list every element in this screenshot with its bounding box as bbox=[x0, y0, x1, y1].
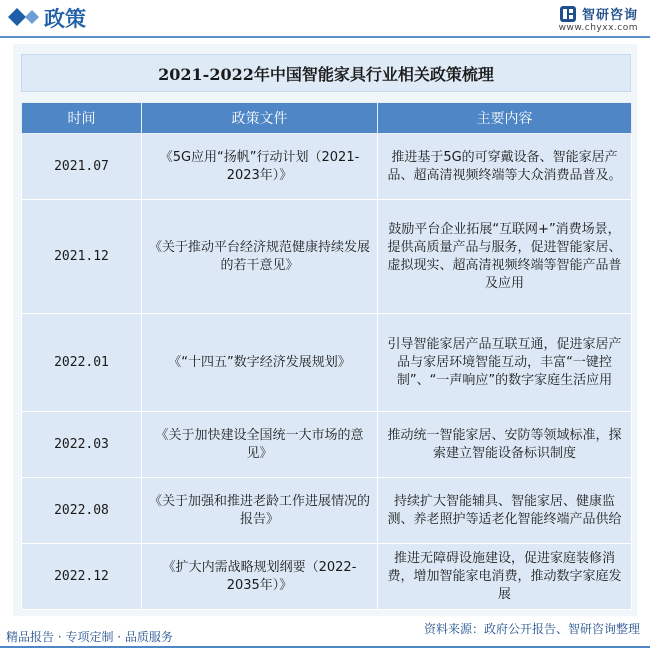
header-time: 时间 bbox=[22, 103, 142, 134]
brand-url: www.chyxx.com bbox=[558, 23, 638, 33]
cell-content: 推进基于5G的可穿戴设备、智能家居产品、超高清视频终端等大众消费品普及。 bbox=[378, 134, 632, 200]
table-row bbox=[22, 134, 632, 200]
cell-content: 鼓励平台企业拓展“互联网+”消费场景，提供高质量产品与服务，促进智能家居、虚拟现实、超高清视频终端等智能产品普及应用 bbox=[378, 200, 632, 314]
brand-name: 智研咨询 bbox=[581, 8, 638, 23]
cell-time: 2022.01 bbox=[22, 314, 142, 412]
table-header-row bbox=[22, 103, 632, 134]
table-title: 2021-2022年中国智能家具行业相关政策梳理 bbox=[21, 54, 631, 92]
footer-source: 资料来源：政府公开报告、智研咨询整理 bbox=[423, 622, 640, 636]
cell-content: 推进无障碍设施建设，促进家庭装修消费，增加智能家电消费，推动数字家庭发展 bbox=[378, 544, 632, 610]
cell-document: 《关于加快建设全国统一大市场的意见》 bbox=[142, 412, 378, 478]
diamond-icon bbox=[8, 8, 42, 26]
top-header bbox=[0, 0, 650, 34]
cell-time: 2022.12 bbox=[22, 544, 142, 610]
table-row bbox=[22, 478, 632, 544]
table-row bbox=[22, 200, 632, 314]
cell-document: 《“十四五”数字经济发展规划》 bbox=[142, 314, 378, 412]
table-row bbox=[22, 412, 632, 478]
cell-content: 引导智能家居产品互联互通，促进家居产品与家居环境智能互动，丰富“一键控制”、“一声响应”的数字家庭生活应用 bbox=[378, 314, 632, 412]
cell-time: 2022.08 bbox=[22, 478, 142, 544]
cell-time: 2022.03 bbox=[22, 412, 142, 478]
cell-document: 《关于推动平台经济规范健康持续发展的若干意见》 bbox=[142, 200, 378, 314]
cell-document: 《关于加强和推进老龄工作进展情况的报告》 bbox=[142, 478, 378, 544]
table-row bbox=[22, 544, 632, 610]
cell-content: 推动统一智能家居、安防等领域标准，探索建立智能设备标识制度 bbox=[378, 412, 632, 478]
content-panel bbox=[13, 44, 637, 616]
section-title: 政策 bbox=[44, 6, 86, 31]
table-row bbox=[22, 314, 632, 412]
cell-time: 2021.12 bbox=[22, 200, 142, 314]
brand-logo-icon bbox=[559, 5, 577, 23]
cell-time: 2021.07 bbox=[22, 134, 142, 200]
policy-table bbox=[21, 102, 632, 610]
header-document: 政策文件 bbox=[142, 103, 378, 134]
cell-document: 《扩大内需战略规划纲要（2022-2035年）》 bbox=[142, 544, 378, 610]
header-content: 主要内容 bbox=[378, 103, 632, 134]
cell-document: 《5G应用“扬帆”行动计划（2021-2023年）》 bbox=[142, 134, 378, 200]
cell-content: 持续扩大智能辅具、智能家居、健康监测、养老照护等适老化智能终端产品供给 bbox=[378, 478, 632, 544]
header-divider bbox=[0, 36, 650, 38]
footer-tagline: 精品报告 · 专项定制 · 品质服务 bbox=[6, 630, 173, 644]
brand-logo bbox=[559, 4, 638, 33]
